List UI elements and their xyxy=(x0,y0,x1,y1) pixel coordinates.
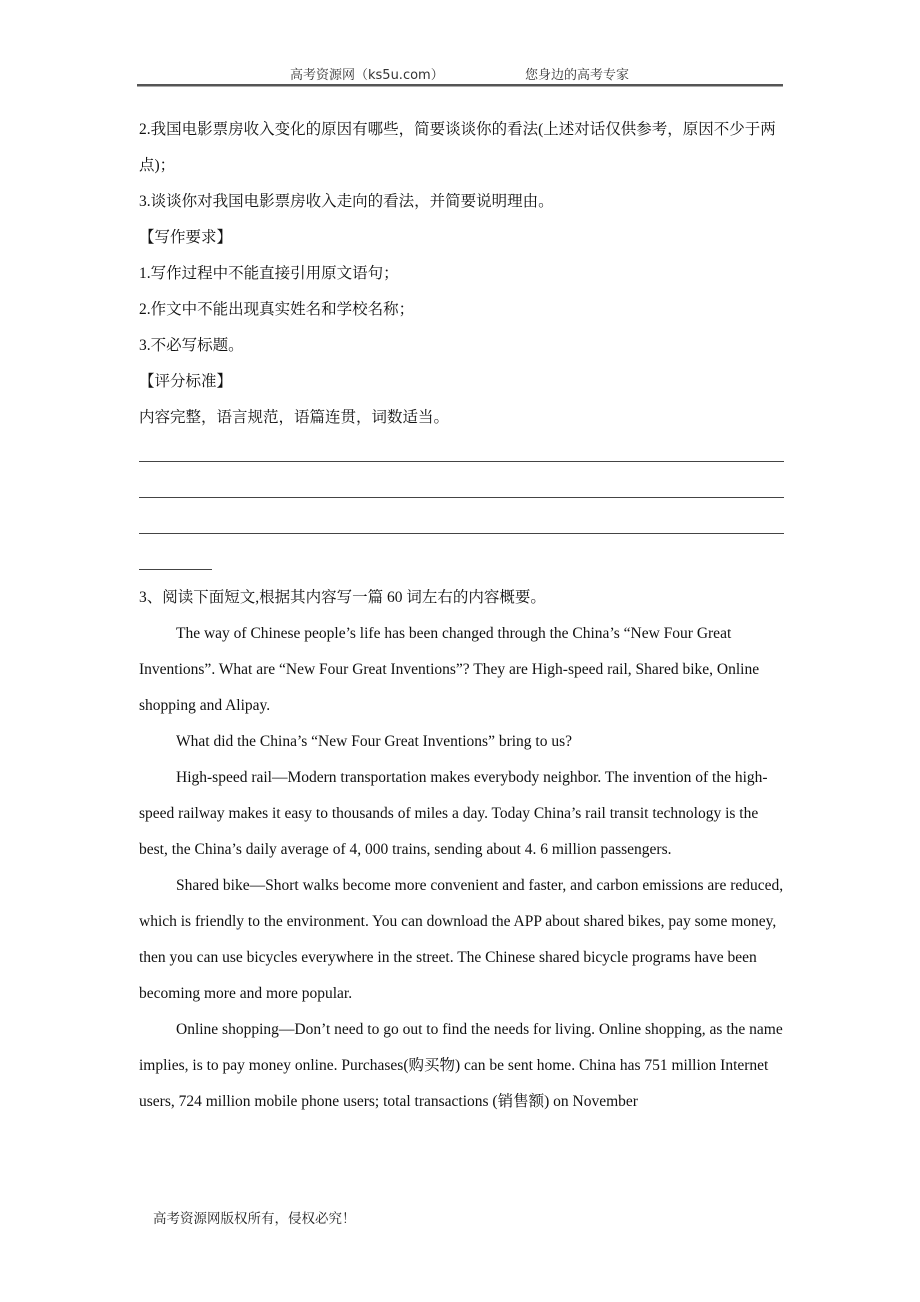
item: 2.我国电影票房收入变化的原因有哪些，简要谈谈你的看法(上述对话仅供参考，原因不少于两点)； xyxy=(139,121,776,174)
item: 3.不必写标题。 xyxy=(139,337,244,354)
item: 2.作文中不能出现真实姓名和学校名称； xyxy=(139,301,415,318)
item: 1.写作过程中不能直接引用原文语句； xyxy=(139,265,399,282)
header-slogan: 您身边的高考专家 xyxy=(525,68,630,83)
header-site: 高考资源网（ks5u.com） xyxy=(290,68,444,83)
item: 内容完整，语言规范，语篇连贯，词数适当。 xyxy=(139,409,450,426)
question-3: 3、阅读下面短文,根据其内容写一篇 60 词左右的内容概要。 xyxy=(139,589,546,606)
answer-line xyxy=(139,436,784,472)
passage-paragraph: The way of Chinese people’s life has been changed through the China’s “New Four Great Inventions”. What are “New Four Great Inventions”? They are High-speed rail, Shared bike, Online shopping and Alipay. xyxy=(139,625,760,714)
document-body xyxy=(139,112,784,1120)
page-footer: 高考资源网版权所有，侵权必究！ xyxy=(153,1211,356,1227)
item: 3.谈谈你对我国电影票房收入走向的看法，并简要说明理由。 xyxy=(139,193,554,210)
passage-paragraph: Online shopping—Don’t need to go out to find the needs for living. Online shopping, as the name implies, is to pay money online. Purchases(购买物) can be sent home. China has 751 million Internet users, 724 million mobile phone users; total transactions (销售额) on November xyxy=(139,1021,783,1110)
answer-line xyxy=(139,508,784,544)
header-rule xyxy=(137,84,783,87)
passage-paragraph: What did the China’s “New Four Great Inventions” bring to us? xyxy=(176,733,573,750)
passage-paragraph: Shared bike—Short walks become more convenient and faster, and carbon emissions are reduced, which is friendly to the environment. You can download the APP about shared bikes, pay some money, then you can use bicycles everywhere in the street. The Chinese shared bicycle programs have been becoming more and more popular. xyxy=(139,877,784,1002)
answer-line xyxy=(139,472,784,508)
passage-paragraph: High-speed rail—Modern transportation makes everybody neighbor. The invention of the high-speed railway makes it easy to thousands of miles a day. Today China’s rail transit technology is the best, the China’s daily average of 4, 000 trains, sending about 4. 6 million passengers. xyxy=(139,769,768,858)
answer-line xyxy=(139,544,784,580)
section-heading: 【写作要求】 xyxy=(139,229,233,246)
section-heading: 【评分标准】 xyxy=(139,373,233,390)
